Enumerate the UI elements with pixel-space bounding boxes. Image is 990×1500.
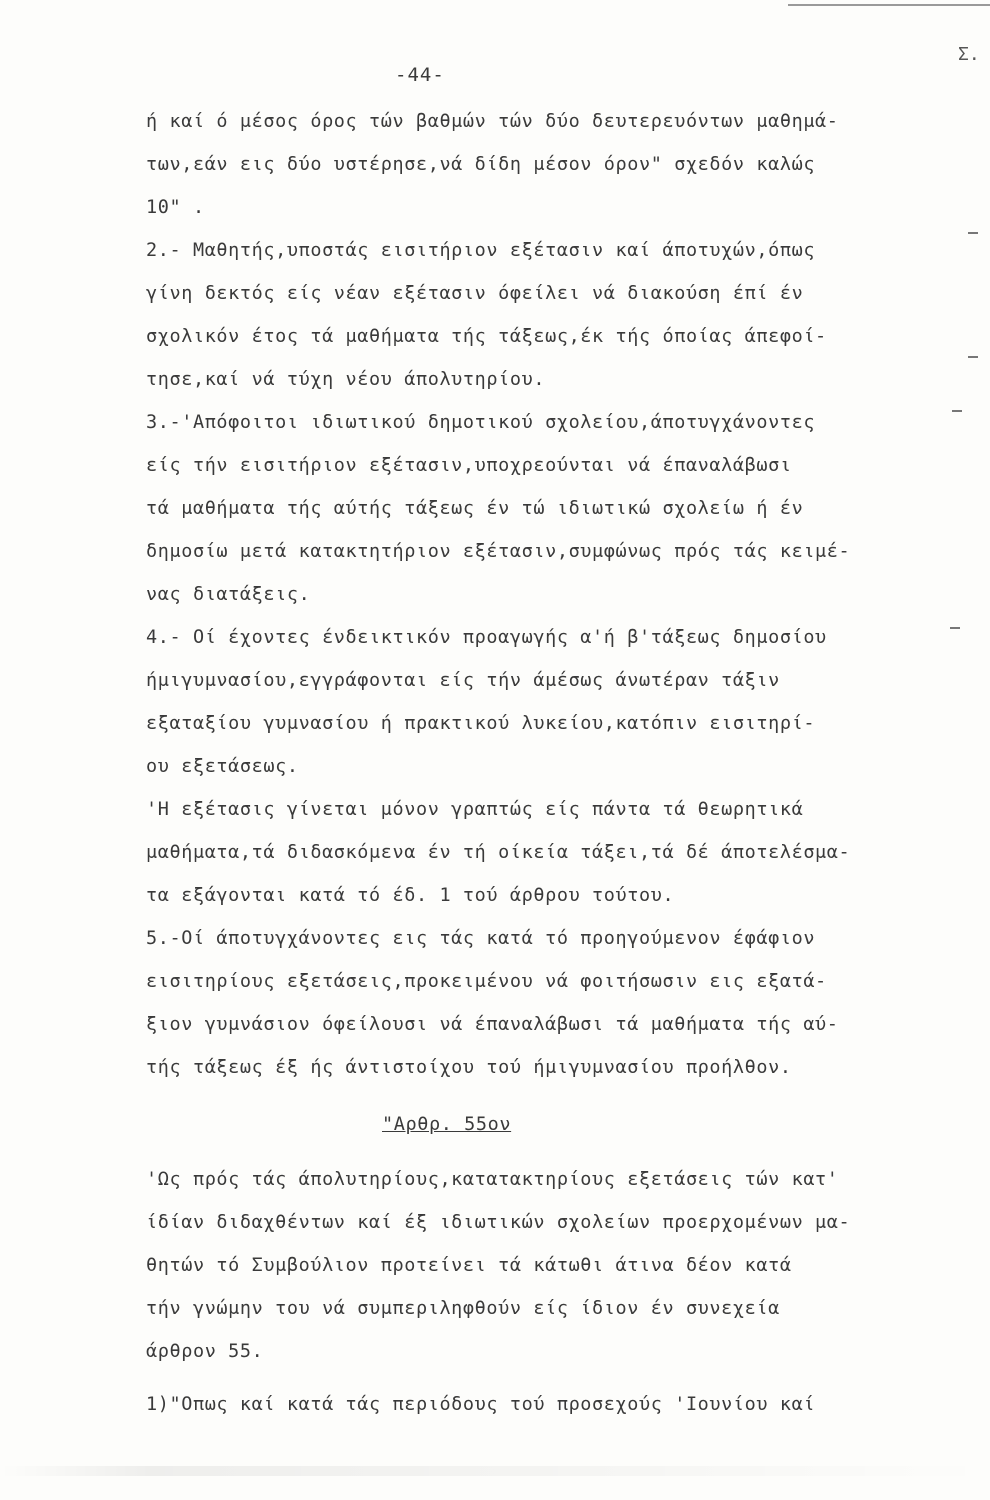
- text-line: γίνη δεκτός είς νέαν εξέτασιν όφείλει νά διακούση έπί έν: [146, 283, 804, 304]
- margin-mark: [968, 232, 978, 234]
- text-line: 1)"Οπως καί κατά τάς περιόδους τού προσεχούς 'Ιουνίου καί: [146, 1394, 816, 1415]
- text-line: ξιον γυμνάσιον όφείλουσι νά έπαναλάβωσι τά μαθήματα τής αύ-: [146, 1014, 839, 1035]
- text-line: 2.- Μαθητής,υποστάς εισιτήριον εξέτασιν καί άποτυχών,όπως: [146, 240, 816, 261]
- text-line: 4.- Οί έχοντες ένδεικτικόν προαγωγής α'ή β'τάξεως δημοσίου: [146, 627, 827, 648]
- article-heading: "Αρθρ. 55ον: [382, 1114, 512, 1135]
- text-line: νας διατάξεις.: [146, 584, 311, 605]
- text-line: εξαταξίου γυμνασίου ή πρακτικού λυκείου,κατόπιν εισιτηρί-: [146, 713, 816, 734]
- scan-smudge: [0, 1466, 990, 1476]
- text-line: θητών τό Συμβούλιον προτείνει τά κάτωθι άτινα δέον κατά: [146, 1255, 792, 1276]
- margin-mark: [950, 627, 960, 629]
- text-line: 5.-Οί άποτυγχάνοντες εις τάς κατά τό προηγούμενον έφάφιον: [146, 928, 816, 949]
- text-line: των,εάν εις δύο υστέρησε,νά δίδη μέσον όρον" σχεδόν καλώς: [146, 154, 816, 175]
- text-line: ου εξετάσεως.: [146, 756, 299, 777]
- text-line: ή καί ό μέσος όρος τών βαθμών τών δύο δευτερευόντων μαθημά-: [146, 111, 839, 132]
- text-line: τής τάξεως έξ ής άντιστοίχου τού ήμιγυμνασίου προήλθον.: [146, 1057, 792, 1078]
- text-line: τα εξάγονται κατά τό έδ. 1 τού άρθρου τούτου.: [146, 885, 675, 906]
- corner-mark: Σ.: [958, 44, 980, 65]
- page-number: -44-: [395, 64, 445, 86]
- margin-mark: [952, 410, 962, 412]
- text-line: 10" .: [146, 197, 205, 218]
- margin-mark: [968, 356, 978, 358]
- text-line: 'Ως πρός τάς άπολυτηρίους,κατατακτηρίους εξετάσεις τών κατ': [146, 1169, 839, 1190]
- text-line: 'Η εξέτασις γίνεται μόνον γραπτώς είς πάντα τά θεωρητικά: [146, 799, 804, 820]
- text-line: τησε,καί νά τύχη νέου άπολυτηρίου.: [146, 369, 546, 390]
- body-text: [146, 100, 946, 1089]
- text-line: ίδίαν διδαχθέντων καί έξ ιδιωτικών σχολείων προερχομένων μα-: [146, 1212, 851, 1233]
- text-line: 3.-'Απόφοιτοι ιδιωτικού δημοτικού σχολείου,άποτυγχάνοντες: [146, 412, 816, 433]
- text-line: τά μαθήματα τής αύτής τάξεως έν τώ ιδιωτικώ σχολείω ή έν: [146, 498, 804, 519]
- text-line: δημοσίω μετά κατακτητήριον εξέτασιν,συμφώνως πρός τάς κειμέ-: [146, 541, 851, 562]
- body-text-2: [146, 1158, 946, 1373]
- text-line: άρθρον 55.: [146, 1341, 264, 1362]
- text-line: ήμιγυμνασίου,εγγράφονται είς τήν άμέσως άνωτέραν τάξιν: [146, 670, 780, 691]
- text-line: εισιτηρίους εξετάσεις,προκειμένου νά φοιτήσωσιν εις εξατά-: [146, 971, 827, 992]
- top-rule: [788, 4, 990, 6]
- text-line: είς τήν εισιτήριον εξέτασιν,υποχρεούνται νά έπαναλάβωσι: [146, 455, 792, 476]
- text-line: τήν γνώμην του νά συμπεριληφθούν είς ίδιον έν συνεχεία: [146, 1298, 780, 1319]
- text-line: σχολικόν έτος τά μαθήματα τής τάξεως,έκ τής όποίας άπεφοί-: [146, 326, 827, 347]
- text-line: μαθήματα,τά διδασκόμενα έν τή οίκεία τάξει,τά δέ άποτελέσμα-: [146, 842, 851, 863]
